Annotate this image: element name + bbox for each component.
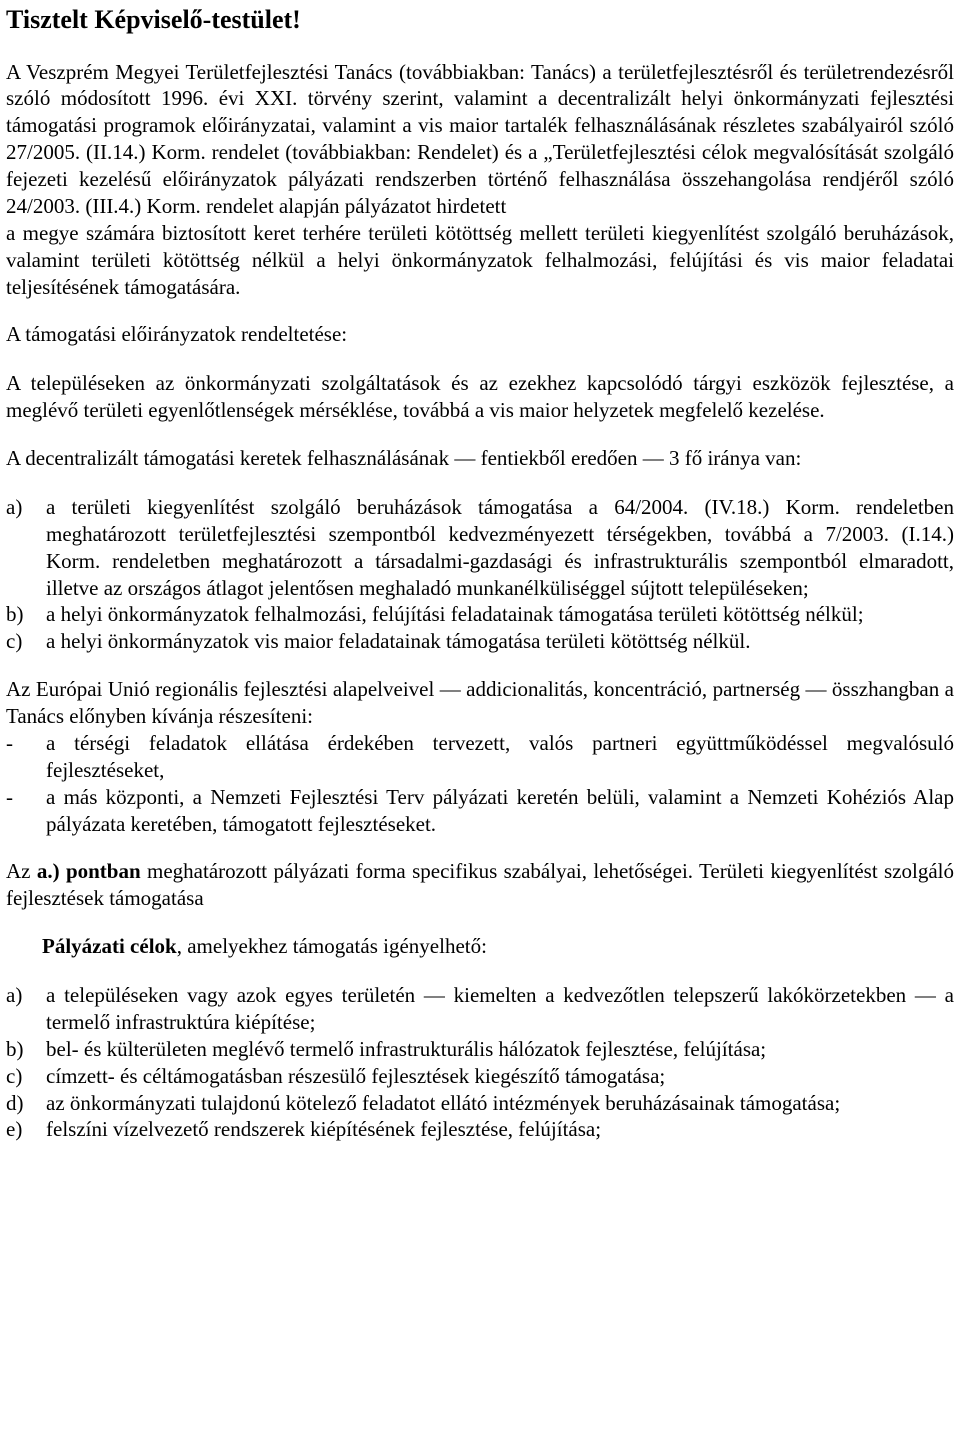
directions-heading: A decentralizált támogatási keretek felhasználásának — fentiekből eredően — 3 fő iránya van: xyxy=(6,446,802,470)
goals-list xyxy=(6,982,954,1143)
intro-paragraph-continued: a megye számára biztosított keret terhére területi kötöttség mellett területi kiegyenlítést szolgáló beruházások, valamint területi kötöttség nélkül a helyi önkormányzatok felhalmozási, felújítási és vis maior feladatai teljesítésének támogatására. xyxy=(6,220,954,299)
list-item xyxy=(6,494,954,602)
list-marker: c) xyxy=(6,629,23,654)
purpose-heading: A támogatási előirányzatok rendeltetése: xyxy=(6,322,348,347)
list-item xyxy=(6,982,954,1036)
list-marker: e) xyxy=(6,1117,23,1142)
list-item xyxy=(6,1090,954,1117)
page-title: Tisztelt Képviselő-testület! xyxy=(6,5,301,34)
list-item-text: az önkormányzati tulajdonú kötelező feladatot ellátó intézmények beruházásainak támogatása; xyxy=(46,1090,841,1115)
goals-heading-rest: , amelyekhez támogatás igényelhető: xyxy=(176,934,487,959)
point-a-bold: a.) pontban xyxy=(36,859,141,884)
list-marker: a) xyxy=(6,983,23,1007)
goals-heading xyxy=(6,933,954,960)
list-item-text: címzett- és céltámogatásban részesülő fejlesztések kiegészítő támogatása; xyxy=(46,1063,666,1088)
eu-principles-heading: Az Európai Unió regionális fejlesztési alapelveivel — addicionalitás, koncentráció, partnerség — összhangban a Tanács előnyben kívánja részesíteni: xyxy=(6,677,954,728)
list-item-text: a más központi, a Nemzeti Fejlesztési Terv pályázati keretén belüli, valamint a Nemzeti Kohéziós Alap pályázata keretében, támogatott fejlesztéseket. xyxy=(46,784,954,836)
list-marker: a) xyxy=(6,494,23,519)
point-a-prefix: Az xyxy=(6,859,37,884)
list-item xyxy=(6,1036,954,1063)
point-a-paragraph xyxy=(6,858,954,912)
list-item-text: bel- és külterületen meglévő termelő infrastrukturális hálózatok fejlesztése, felújítása; xyxy=(46,1036,767,1061)
list-item-text: a helyi önkormányzatok felhalmozási, felújítási feladatainak támogatása területi kötöttség nélkül; xyxy=(46,602,864,627)
purpose-text: A településeken az önkormányzati szolgáltatások és az ezekhez kapcsolódó tárgyi eszközök fejlesztése, a meglévő területi egyenlőtlenségek mérséklése, továbbá a vis maior helyzetek megfelelő kezelése. xyxy=(6,371,954,423)
eu-priorities-list xyxy=(6,730,954,838)
list-item-text: a területi kiegyenlítést szolgáló beruházások támogatása a 64/2004. (IV.18.) Korm. rendeletben meghatározott területfejlesztési szempontból kedvezményezett térségekben, továbbá a 7/2003. (I.14.) Korm. rendeletben meghatározott a társadalmi-gazdasági és infrastrukturális szempontból elmaradott, illetve az országos átlagot jelentősen meghaladó munkanélküliséggel sújtott településeken; xyxy=(46,494,954,600)
list-item xyxy=(6,628,954,655)
list-item xyxy=(6,1116,954,1143)
goals-heading-bold: Pályázati célok xyxy=(42,934,177,959)
list-item-text: felszíni vízelvezető rendszerek kiépítésének fejlesztése, felújítása; xyxy=(46,1117,602,1142)
point-a-rest: meghatározott pályázati forma specifikus szabályai, lehetőségei. Területi kiegyenlítést szolgáló fejlesztések támogatása xyxy=(6,859,954,911)
list-marker: - xyxy=(6,730,13,755)
list-item xyxy=(6,784,954,838)
intro-paragraph: A Veszprém Megyei Területfejlesztési Tanács (továbbiakban: Tanács) a területfejlesztésről és területrendezésről szóló módosított 1996. évi XXI. törvény szerint, valamint a decentralizált helyi önkormányzati fejlesztési támogatási programok előirányzatai, valamint a vis maior tartalék felhasználásának részletes szabályairól szóló 27/2005. (II.14.) Korm. rendelet (továbbiakban: Rendelet) és a „Területfejlesztési célok megvalósítását szolgáló fejezeti kezelésű előirányzatok pályázati rendszerben történő felhasználása összehangolása rendjéről szóló 24/2003. (III.4.) Korm. rendelet alapján pályázatot hirdetett xyxy=(6,59,954,218)
list-item-text: a helyi önkormányzatok vis maior feladatainak támogatása területi kötöttség nélkül. xyxy=(46,629,751,654)
list-marker: b) xyxy=(6,1036,24,1061)
list-item-text: a térségi feladatok ellátása érdekében tervezett, valós partneri együttműködéssel megvalósuló fejlesztéseket, xyxy=(46,730,954,782)
list-item-text: a településeken vagy azok egyes területén — kiemelten a kedvezőtlen telepszerű lakókörzetekben — a termelő infrastruktúra kiépítése; xyxy=(46,983,954,1034)
list-item xyxy=(6,1063,954,1090)
list-marker: - xyxy=(6,784,13,809)
list-item xyxy=(6,730,954,784)
directions-list xyxy=(6,494,954,655)
list-item xyxy=(6,601,954,628)
list-marker: b) xyxy=(6,602,24,627)
list-marker: d) xyxy=(6,1090,24,1115)
list-marker: c) xyxy=(6,1063,23,1088)
